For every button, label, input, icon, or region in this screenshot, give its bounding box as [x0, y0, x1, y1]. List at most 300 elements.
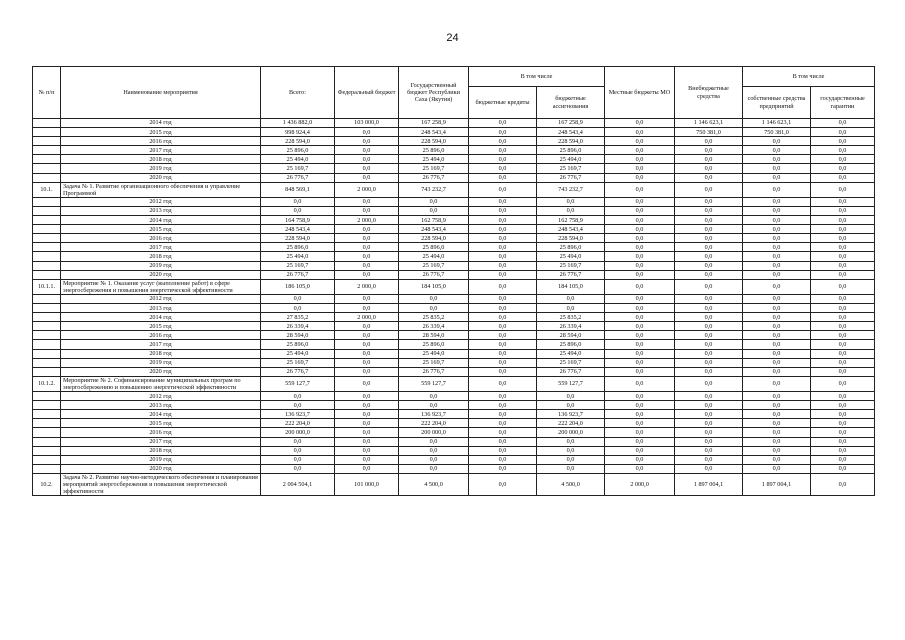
- row-number: 10.1.2.: [33, 376, 61, 391]
- value-cell: 0,0: [675, 401, 743, 410]
- header-credits: бюджетные кредиты: [469, 87, 537, 119]
- year-row: [33, 428, 875, 437]
- row-number: [33, 155, 61, 164]
- value-cell: 4 500,0: [537, 473, 605, 495]
- value-cell: 0,0: [811, 304, 875, 313]
- value-cell: 26 776,7: [537, 270, 605, 279]
- value-cell: 0,0: [675, 252, 743, 261]
- year-row: [33, 464, 875, 473]
- value-cell: 0,0: [335, 243, 399, 252]
- value-cell: 228 594,0: [537, 234, 605, 243]
- header-incl-state: В том числе: [469, 67, 605, 87]
- value-cell: 26 776,7: [261, 270, 335, 279]
- year-label: 2017 год: [61, 146, 261, 155]
- value-cell: 0,0: [469, 207, 537, 216]
- year-row: [33, 455, 875, 464]
- value-cell: 0,0: [811, 261, 875, 270]
- value-cell: 0,0: [811, 376, 875, 391]
- value-cell: 0,0: [675, 419, 743, 428]
- value-cell: 0,0: [605, 358, 675, 367]
- year-label: 2015 год: [61, 128, 261, 137]
- value-cell: 103 000,0: [335, 119, 399, 128]
- year-row: [33, 446, 875, 455]
- value-cell: 0,0: [811, 279, 875, 294]
- value-cell: 0,0: [675, 243, 743, 252]
- header-total: Всего:: [261, 67, 335, 119]
- row-number: [33, 349, 61, 358]
- value-cell: 0,0: [743, 419, 811, 428]
- task-name: Задача № 1. Развитие организационного обеспечения и управление Программой: [61, 182, 261, 197]
- value-cell: 0,0: [335, 261, 399, 270]
- value-cell: 25 896,0: [399, 243, 469, 252]
- header-name: Наименование мероприятия: [61, 67, 261, 119]
- value-cell: 0,0: [605, 173, 675, 182]
- value-cell: 228 594,0: [537, 137, 605, 146]
- value-cell: 25 896,0: [399, 340, 469, 349]
- value-cell: 0,0: [743, 437, 811, 446]
- value-cell: 0,0: [469, 455, 537, 464]
- year-row: [33, 304, 875, 313]
- row-number: [33, 164, 61, 173]
- value-cell: 25 169,7: [261, 261, 335, 270]
- header-num: № п/п: [33, 67, 61, 119]
- value-cell: 0,0: [469, 322, 537, 331]
- row-number: [33, 428, 61, 437]
- value-cell: 25 169,7: [399, 358, 469, 367]
- value-cell: 0,0: [811, 367, 875, 376]
- value-cell: 0,0: [811, 234, 875, 243]
- year-row: [33, 437, 875, 446]
- value-cell: 0,0: [743, 234, 811, 243]
- value-cell: 0,0: [811, 392, 875, 401]
- year-label: 2019 год: [61, 358, 261, 367]
- value-cell: 1 436 882,0: [261, 119, 335, 128]
- value-cell: 0,0: [743, 164, 811, 173]
- value-cell: 136 923,7: [399, 410, 469, 419]
- value-cell: 0,0: [675, 216, 743, 225]
- value-cell: 0,0: [605, 331, 675, 340]
- value-cell: 0,0: [605, 340, 675, 349]
- value-cell: 222 204,0: [261, 419, 335, 428]
- value-cell: 0,0: [399, 392, 469, 401]
- value-cell: 0,0: [261, 401, 335, 410]
- value-cell: 0,0: [469, 252, 537, 261]
- value-cell: 25 169,7: [537, 261, 605, 270]
- value-cell: 743 232,7: [399, 182, 469, 197]
- value-cell: 0,0: [675, 207, 743, 216]
- value-cell: 0,0: [261, 455, 335, 464]
- value-cell: 0,0: [335, 349, 399, 358]
- value-cell: 0,0: [675, 197, 743, 206]
- value-cell: 0,0: [675, 446, 743, 455]
- year-row: [33, 137, 875, 146]
- value-cell: 0,0: [743, 322, 811, 331]
- value-cell: 743 232,7: [537, 182, 605, 197]
- value-cell: 0,0: [537, 446, 605, 455]
- value-cell: 0,0: [335, 331, 399, 340]
- value-cell: 0,0: [743, 464, 811, 473]
- value-cell: 2 000,0: [335, 182, 399, 197]
- value-cell: 0,0: [469, 446, 537, 455]
- value-cell: 25 169,7: [537, 358, 605, 367]
- value-cell: 200 000,0: [399, 428, 469, 437]
- value-cell: 0,0: [675, 455, 743, 464]
- value-cell: 164 758,9: [261, 216, 335, 225]
- row-number: [33, 146, 61, 155]
- value-cell: 0,0: [605, 234, 675, 243]
- year-label: 2016 год: [61, 331, 261, 340]
- value-cell: 0,0: [743, 225, 811, 234]
- year-label: 2017 год: [61, 437, 261, 446]
- value-cell: 0,0: [335, 322, 399, 331]
- value-cell: 186 105,0: [261, 279, 335, 294]
- value-cell: 0,0: [399, 401, 469, 410]
- value-cell: 0,0: [335, 410, 399, 419]
- value-cell: 0,0: [261, 392, 335, 401]
- value-cell: 0,0: [605, 464, 675, 473]
- year-label: 2017 год: [61, 243, 261, 252]
- value-cell: 0,0: [743, 401, 811, 410]
- value-cell: 167 258,9: [537, 119, 605, 128]
- value-cell: 0,0: [743, 146, 811, 155]
- value-cell: 0,0: [743, 455, 811, 464]
- value-cell: 0,0: [537, 304, 605, 313]
- value-cell: 0,0: [469, 119, 537, 128]
- value-cell: 0,0: [811, 464, 875, 473]
- header-federal: Федеральный бюджет: [335, 67, 399, 119]
- value-cell: 0,0: [335, 376, 399, 391]
- year-label: 2015 год: [61, 225, 261, 234]
- value-cell: 0,0: [811, 164, 875, 173]
- value-cell: 0,0: [537, 455, 605, 464]
- value-cell: 0,0: [743, 376, 811, 391]
- year-row: [33, 410, 875, 419]
- row-number: [33, 270, 61, 279]
- value-cell: 222 204,0: [537, 419, 605, 428]
- table-body: [33, 119, 875, 496]
- value-cell: 28 594,0: [399, 331, 469, 340]
- value-cell: 25 494,0: [537, 349, 605, 358]
- value-cell: 0,0: [469, 410, 537, 419]
- value-cell: 0,0: [469, 234, 537, 243]
- year-label: 2019 год: [61, 164, 261, 173]
- value-cell: 0,0: [605, 410, 675, 419]
- value-cell: 0,0: [605, 182, 675, 197]
- row-number: [33, 252, 61, 261]
- value-cell: 0,0: [605, 225, 675, 234]
- value-cell: 0,0: [537, 197, 605, 206]
- row-number: [33, 340, 61, 349]
- value-cell: 0,0: [675, 392, 743, 401]
- year-label: 2020 год: [61, 173, 261, 182]
- value-cell: 0,0: [675, 234, 743, 243]
- value-cell: 0,0: [469, 128, 537, 137]
- value-cell: 1 146 623,1: [675, 119, 743, 128]
- value-cell: 0,0: [675, 410, 743, 419]
- value-cell: 0,0: [675, 155, 743, 164]
- value-cell: 0,0: [335, 392, 399, 401]
- value-cell: 0,0: [537, 464, 605, 473]
- value-cell: 0,0: [811, 119, 875, 128]
- value-cell: 0,0: [605, 428, 675, 437]
- value-cell: 0,0: [605, 392, 675, 401]
- value-cell: 0,0: [675, 428, 743, 437]
- value-cell: 25 896,0: [537, 340, 605, 349]
- year-label: 2012 год: [61, 392, 261, 401]
- value-cell: 0,0: [335, 419, 399, 428]
- row-number: [33, 173, 61, 182]
- value-cell: 0,0: [605, 304, 675, 313]
- value-cell: 25 896,0: [261, 146, 335, 155]
- row-number: [33, 410, 61, 419]
- row-number: [33, 234, 61, 243]
- value-cell: 0,0: [675, 367, 743, 376]
- year-row: [33, 207, 875, 216]
- value-cell: 0,0: [261, 437, 335, 446]
- value-cell: 25 835,2: [537, 313, 605, 322]
- value-cell: 228 594,0: [399, 137, 469, 146]
- value-cell: 2 000,0: [335, 313, 399, 322]
- year-label: 2012 год: [61, 295, 261, 304]
- value-cell: 0,0: [469, 304, 537, 313]
- value-cell: 0,0: [605, 119, 675, 128]
- year-row: [33, 367, 875, 376]
- value-cell: 0,0: [811, 410, 875, 419]
- value-cell: 26 776,7: [537, 367, 605, 376]
- value-cell: 25 896,0: [261, 340, 335, 349]
- task-name: Задача № 2. Развитие научно-методического обеспечения и планирования мероприятий энергосбережения и повышения энергетической эффективности: [61, 473, 261, 495]
- value-cell: 0,0: [469, 401, 537, 410]
- value-cell: 0,0: [261, 295, 335, 304]
- value-cell: 750 381,0: [743, 128, 811, 137]
- value-cell: 0,0: [537, 207, 605, 216]
- value-cell: 0,0: [399, 437, 469, 446]
- value-cell: 184 105,0: [537, 279, 605, 294]
- year-label: 2014 год: [61, 119, 261, 128]
- value-cell: 0,0: [605, 455, 675, 464]
- year-row: [33, 216, 875, 225]
- value-cell: 25 494,0: [537, 252, 605, 261]
- value-cell: 0,0: [335, 295, 399, 304]
- task-row: [33, 279, 875, 294]
- header-state: Государственный бюджет Республики Саха (Якутия): [399, 67, 469, 119]
- row-number: [33, 137, 61, 146]
- value-cell: 0,0: [811, 401, 875, 410]
- value-cell: 0,0: [743, 197, 811, 206]
- row-number: [33, 261, 61, 270]
- value-cell: 26 776,7: [261, 367, 335, 376]
- value-cell: 0,0: [469, 392, 537, 401]
- header-assign: бюджетные ассигнования: [537, 87, 605, 119]
- row-number: [33, 119, 61, 128]
- value-cell: 0,0: [469, 376, 537, 391]
- value-cell: 0,0: [335, 464, 399, 473]
- value-cell: 0,0: [605, 164, 675, 173]
- value-cell: 0,0: [469, 331, 537, 340]
- value-cell: 0,0: [605, 367, 675, 376]
- value-cell: 0,0: [743, 313, 811, 322]
- value-cell: 0,0: [675, 146, 743, 155]
- value-cell: 26 339,4: [399, 322, 469, 331]
- value-cell: 0,0: [743, 155, 811, 164]
- value-cell: 0,0: [605, 261, 675, 270]
- value-cell: 184 105,0: [399, 279, 469, 294]
- year-row: [33, 392, 875, 401]
- value-cell: 0,0: [675, 464, 743, 473]
- value-cell: 0,0: [261, 207, 335, 216]
- value-cell: 750 381,0: [675, 128, 743, 137]
- value-cell: 0,0: [675, 358, 743, 367]
- value-cell: 0,0: [605, 295, 675, 304]
- value-cell: 0,0: [605, 155, 675, 164]
- value-cell: 0,0: [811, 243, 875, 252]
- value-cell: 0,0: [811, 340, 875, 349]
- value-cell: 0,0: [399, 464, 469, 473]
- value-cell: 0,0: [605, 270, 675, 279]
- year-row: [33, 349, 875, 358]
- year-label: 2014 год: [61, 313, 261, 322]
- value-cell: 25 896,0: [537, 146, 605, 155]
- task-row: [33, 376, 875, 391]
- year-row: [33, 252, 875, 261]
- value-cell: 0,0: [675, 225, 743, 234]
- header-local: Местные бюджеты МО: [605, 67, 675, 119]
- value-cell: 26 339,4: [261, 322, 335, 331]
- year-label: 2018 год: [61, 349, 261, 358]
- value-cell: 0,0: [399, 197, 469, 206]
- task-name: Мероприятие № 1. Оказание услуг (выполнение работ) в сфере энергосбережения и повышения энергетической эффективности: [61, 279, 261, 294]
- value-cell: 0,0: [399, 446, 469, 455]
- value-cell: 2 000,0: [605, 473, 675, 495]
- value-cell: 200 000,0: [537, 428, 605, 437]
- value-cell: 222 204,0: [399, 419, 469, 428]
- year-label: 2017 год: [61, 340, 261, 349]
- value-cell: 0,0: [469, 146, 537, 155]
- row-number: [33, 437, 61, 446]
- value-cell: 0,0: [605, 137, 675, 146]
- year-row: [33, 340, 875, 349]
- value-cell: 0,0: [743, 270, 811, 279]
- value-cell: 0,0: [469, 216, 537, 225]
- value-cell: 0,0: [335, 137, 399, 146]
- year-label: 2019 год: [61, 261, 261, 270]
- value-cell: 0,0: [399, 455, 469, 464]
- year-label: 2018 год: [61, 155, 261, 164]
- row-number: [33, 207, 61, 216]
- value-cell: 25 494,0: [261, 252, 335, 261]
- year-label: 2013 год: [61, 401, 261, 410]
- year-row: [33, 234, 875, 243]
- value-cell: 0,0: [605, 243, 675, 252]
- value-cell: 0,0: [335, 146, 399, 155]
- value-cell: 0,0: [469, 197, 537, 206]
- value-cell: 0,0: [469, 225, 537, 234]
- row-number: [33, 401, 61, 410]
- value-cell: 0,0: [811, 155, 875, 164]
- value-cell: 0,0: [335, 270, 399, 279]
- year-label: 2016 год: [61, 428, 261, 437]
- value-cell: 248 543,4: [399, 225, 469, 234]
- value-cell: 0,0: [335, 304, 399, 313]
- value-cell: 1 897 004,1: [675, 473, 743, 495]
- value-cell: 25 169,7: [261, 164, 335, 173]
- value-cell: 0,0: [743, 410, 811, 419]
- value-cell: 559 127,7: [537, 376, 605, 391]
- value-cell: 228 594,0: [261, 137, 335, 146]
- value-cell: 0,0: [605, 279, 675, 294]
- value-cell: 0,0: [743, 137, 811, 146]
- value-cell: 28 594,0: [537, 331, 605, 340]
- value-cell: 0,0: [743, 216, 811, 225]
- value-cell: 0,0: [811, 137, 875, 146]
- row-number: [33, 419, 61, 428]
- year-label: 2013 год: [61, 304, 261, 313]
- value-cell: 0,0: [811, 455, 875, 464]
- value-cell: 0,0: [469, 164, 537, 173]
- value-cell: 0,0: [743, 252, 811, 261]
- value-cell: 0,0: [811, 207, 875, 216]
- row-number: [33, 304, 61, 313]
- value-cell: 0,0: [335, 164, 399, 173]
- value-cell: 0,0: [335, 207, 399, 216]
- value-cell: 0,0: [335, 401, 399, 410]
- table-header: [33, 67, 875, 119]
- value-cell: 0,0: [469, 173, 537, 182]
- year-label: 2014 год: [61, 216, 261, 225]
- value-cell: 2 000,0: [335, 216, 399, 225]
- value-cell: 0,0: [605, 419, 675, 428]
- year-row: [33, 146, 875, 155]
- year-row: [33, 419, 875, 428]
- value-cell: 2 000,0: [335, 279, 399, 294]
- year-row: [33, 358, 875, 367]
- value-cell: 25 896,0: [537, 243, 605, 252]
- value-cell: 0,0: [675, 261, 743, 270]
- year-row: [33, 197, 875, 206]
- value-cell: 0,0: [811, 313, 875, 322]
- value-cell: 26 776,7: [399, 270, 469, 279]
- value-cell: 0,0: [675, 295, 743, 304]
- value-cell: 0,0: [675, 304, 743, 313]
- value-cell: 25 169,7: [261, 358, 335, 367]
- year-row: [33, 401, 875, 410]
- value-cell: 0,0: [469, 295, 537, 304]
- value-cell: 0,0: [335, 358, 399, 367]
- value-cell: 0,0: [605, 349, 675, 358]
- value-cell: 0,0: [675, 164, 743, 173]
- value-cell: 26 776,7: [399, 367, 469, 376]
- value-cell: 0,0: [743, 295, 811, 304]
- value-cell: 0,0: [675, 173, 743, 182]
- value-cell: 0,0: [469, 367, 537, 376]
- value-cell: 0,0: [605, 437, 675, 446]
- value-cell: 248 543,4: [537, 128, 605, 137]
- row-number: 10.1.1.: [33, 279, 61, 294]
- value-cell: 0,0: [469, 261, 537, 270]
- value-cell: 0,0: [743, 428, 811, 437]
- value-cell: 0,0: [743, 279, 811, 294]
- value-cell: 0,0: [335, 173, 399, 182]
- value-cell: 0,0: [811, 182, 875, 197]
- value-cell: 0,0: [605, 401, 675, 410]
- value-cell: 0,0: [605, 313, 675, 322]
- row-number: [33, 322, 61, 331]
- value-cell: 248 543,4: [261, 225, 335, 234]
- value-cell: 25 494,0: [261, 155, 335, 164]
- row-number: [33, 367, 61, 376]
- row-number: [33, 225, 61, 234]
- value-cell: 0,0: [261, 197, 335, 206]
